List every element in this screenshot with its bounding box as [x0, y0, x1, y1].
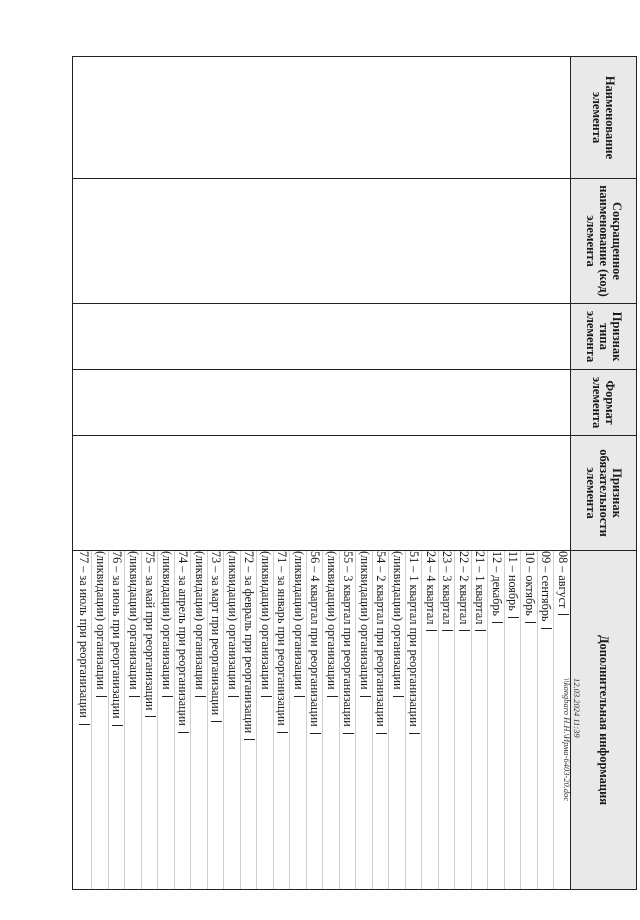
list-item — [224, 551, 241, 889]
separator-mark — [113, 725, 124, 726]
separator-mark — [228, 696, 239, 697]
info-line-text: 73 – за март при реорганизации — [209, 551, 224, 716]
separator-mark — [344, 733, 355, 734]
list-item — [504, 551, 521, 889]
separator-mark — [377, 733, 388, 734]
header-short-code: Сокращенное наименование (код) элемента — [571, 179, 637, 304]
list-item — [76, 551, 92, 889]
info-line-text: (ликвидации) организации — [94, 551, 108, 690]
list-item — [537, 551, 554, 889]
list-item — [339, 551, 356, 889]
separator-mark — [443, 630, 454, 631]
info-line-text: 54 – 2 квартал при реорганизации — [374, 551, 389, 727]
cell-format — [73, 370, 571, 436]
info-line-text: 75 – за май при реорганизации — [143, 551, 158, 711]
info-line-text: (ликвидации) организации — [259, 551, 273, 690]
info-line-text: 24 – 4 квартал — [424, 551, 438, 625]
info-line-text: (ликвидации) организации — [325, 551, 339, 690]
info-line-text: (ликвидации) организации — [193, 551, 207, 690]
list-item — [306, 551, 323, 889]
separator-mark — [146, 716, 157, 717]
info-line-text: (ликвидации) организации — [391, 551, 405, 690]
info-line-text: (ликвидации) организации — [292, 551, 306, 690]
list-item — [108, 551, 125, 889]
elements-table — [72, 56, 637, 890]
info-line-text: (ликвидации) организации — [127, 551, 141, 690]
separator-mark — [129, 696, 140, 697]
list-item — [125, 551, 142, 889]
list-item — [356, 551, 373, 889]
info-line-text: 21 – 1 квартал — [473, 551, 488, 625]
separator-mark — [96, 696, 107, 697]
list-item — [92, 551, 109, 889]
separator-mark — [327, 696, 338, 697]
info-line-text: 51 – 1 квартал при реорганизации — [407, 551, 422, 727]
footer-timestamp: 12.03.2024 11:39 — [572, 678, 582, 738]
separator-mark — [179, 732, 190, 733]
header-mandatory-flag: Признак обязательности элемента — [571, 436, 637, 551]
list-item — [488, 551, 505, 889]
info-line-text: 56 – 4 квартал при реорганизации — [308, 551, 323, 727]
list-item — [323, 551, 340, 889]
list-item — [422, 551, 439, 889]
info-line-text: 12 – декабрь — [490, 551, 504, 616]
separator-mark — [459, 630, 470, 631]
info-line-text: (ликвидации) организации — [358, 551, 372, 690]
info-line-text: 71 – за январь при реорганизации — [275, 551, 290, 726]
info-line-text: 74 – за апрель при реорганизации — [176, 551, 191, 726]
separator-mark — [426, 630, 437, 631]
header-type-flag: Признак типа элемента — [571, 304, 637, 370]
list-item — [191, 551, 208, 889]
list-item — [240, 551, 257, 889]
separator-mark — [278, 732, 289, 733]
list-item — [141, 551, 158, 889]
header-format: Формат элемента — [571, 370, 637, 436]
footer-path: \\kongbaro Н.Н.\Ирма-6403-20.doc — [562, 678, 572, 802]
list-item — [273, 551, 290, 889]
info-lines-list — [76, 551, 570, 889]
info-line-text: (ликвидации) организации — [160, 551, 174, 690]
info-line-text: 22 – 2 квартал — [457, 551, 471, 625]
list-item — [521, 551, 538, 889]
info-line-text: (ликвидации) организации — [226, 551, 240, 690]
list-item — [389, 551, 406, 889]
separator-mark — [476, 630, 487, 631]
list-item — [174, 551, 191, 889]
info-line-text: 55 – 3 квартал при реорганизации — [341, 551, 356, 727]
table-row — [73, 57, 571, 890]
cell-additional-info — [73, 551, 571, 890]
separator-mark — [195, 696, 206, 697]
separator-mark — [311, 733, 322, 734]
info-line-text: 10 – октябрь — [523, 551, 537, 616]
footer-note — [562, 678, 582, 801]
header-additional-info: Дополнительная информация — [571, 551, 637, 890]
separator-mark — [212, 721, 223, 722]
cell-element-name — [73, 57, 571, 179]
header-element-name: Наименование элемента — [571, 57, 637, 179]
list-item — [207, 551, 224, 889]
info-line-text: 08 – август — [556, 551, 570, 609]
list-item — [158, 551, 175, 889]
cell-type-flag — [73, 304, 571, 370]
separator-mark — [360, 696, 371, 697]
info-line-text: 72 – за февраль при реорганизации — [242, 551, 257, 734]
list-item — [455, 551, 472, 889]
separator-mark — [542, 628, 553, 629]
info-line-text: 23 – 3 квартал — [440, 551, 455, 625]
document-table-wrapper — [72, 56, 637, 889]
separator-mark — [492, 622, 503, 623]
separator-mark — [261, 696, 272, 697]
info-line-text: 76 – за июнь при реорганизации — [110, 551, 125, 719]
separator-mark — [558, 614, 569, 615]
separator-mark — [509, 617, 520, 618]
info-line-text: 77 – за июль при реорганизации — [77, 551, 92, 718]
separator-mark — [162, 696, 173, 697]
list-item — [438, 551, 455, 889]
separator-mark — [393, 696, 404, 697]
list-item — [290, 551, 307, 889]
list-item — [257, 551, 274, 889]
cell-mandatory-flag — [73, 436, 571, 551]
list-item — [471, 551, 488, 889]
list-item — [405, 551, 422, 889]
separator-mark — [410, 733, 421, 734]
separator-mark — [525, 622, 536, 623]
list-item — [372, 551, 389, 889]
separator-mark — [80, 724, 91, 725]
separator-mark — [245, 739, 256, 740]
separator-mark — [294, 696, 305, 697]
cell-short-code — [73, 179, 571, 304]
info-line-text: 11 – ноябрь — [506, 551, 521, 611]
info-line-text: 09 – сентябрь — [539, 551, 554, 622]
